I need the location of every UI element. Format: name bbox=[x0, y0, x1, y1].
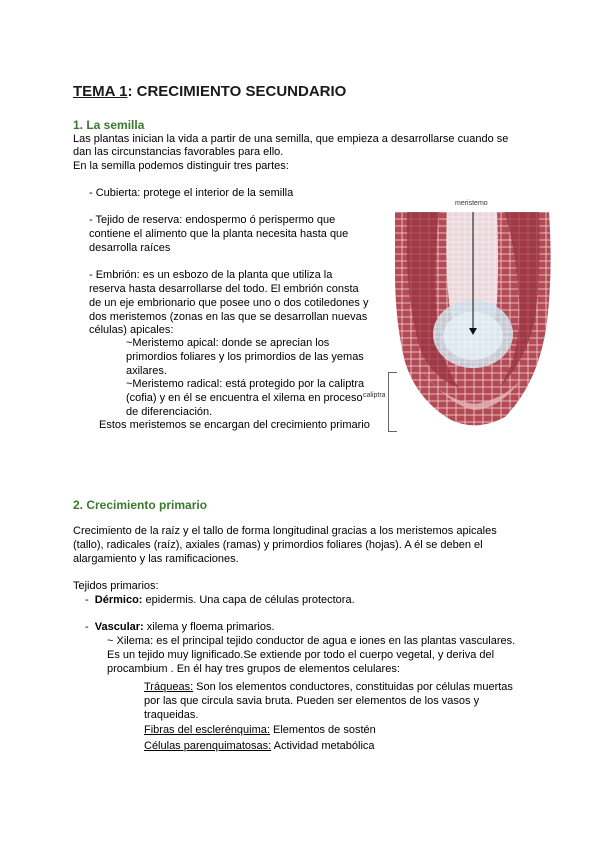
celulas-item bbox=[144, 739, 375, 753]
embrion-line-2: reserva hasta desarrollarse del todo. El embrión consta bbox=[89, 283, 359, 295]
section1-intro-2: dan las circunstancias favorables para ello. bbox=[73, 146, 284, 158]
section2-intro-2: (tallo), radicales (raíz), axiales (ramas) y primordios foliares (hojas). A él se deben el bbox=[73, 539, 483, 551]
vascular-term: Vascular: bbox=[94, 621, 144, 633]
embrion-line-5: células) apicales: bbox=[89, 324, 174, 336]
title-prefix: TEMA 1 bbox=[73, 83, 128, 100]
label-caliptra: caliptra bbox=[363, 392, 386, 399]
title-rest: : CRECIMIENTO SECUNDARIO bbox=[127, 83, 347, 100]
section2-heading: 2. Crecimiento primario bbox=[73, 498, 208, 512]
caliptra-bracket bbox=[388, 372, 397, 432]
traqueas-line-3: traqueidas. bbox=[144, 709, 199, 721]
radical-line-2: (cofia) y en él se encuentra el xilema en proceso bbox=[126, 392, 363, 404]
reserva-line-3: desarrolla raíces bbox=[89, 242, 171, 254]
fibras-item bbox=[144, 723, 376, 737]
label-meristemo: meristemo bbox=[455, 200, 488, 207]
traqueas-term: Tráqueas: bbox=[144, 681, 194, 693]
section1-intro-1: Las plantas inician la vida a partir de una semilla, que empieza a desarrollarse cuando se bbox=[73, 133, 509, 145]
dermico-item: - Dérmico: epidermis. Una capa de células protectora. bbox=[85, 594, 355, 606]
section1-intro-3: En la semilla podemos distinguir tres partes: bbox=[73, 160, 289, 172]
celulas-text: Actividad metabólica bbox=[271, 740, 375, 752]
section1-heading: 1. La semilla bbox=[73, 118, 145, 132]
dermico-text: epidermis. Una capa de células protectora. bbox=[142, 594, 355, 606]
reserva-line-2: contiene el alimento que la planta necesita hasta que bbox=[89, 228, 349, 240]
vascular-item: - Vascular: xilema y floema primarios. bbox=[85, 621, 275, 633]
meristemos-closing: Estos meristemos se encargan del crecimiento primario bbox=[99, 419, 370, 431]
radical-line-1: ~Meristemo radical: está protegido por la caliptra bbox=[126, 378, 365, 390]
tejidos-label: Tejidos primarios: bbox=[73, 580, 159, 592]
page-title bbox=[73, 85, 346, 99]
apical-line-3: axilares. bbox=[126, 365, 167, 377]
reserva-line-1: - Tejido de reserva: endospermo ó perispermo que bbox=[89, 214, 336, 226]
root-tip-micrograph bbox=[393, 212, 560, 430]
embrion-line-3: de un eje embrionario que posee uno o dos cotiledones y bbox=[89, 297, 369, 309]
dermico-term: Dérmico: bbox=[94, 594, 143, 606]
traqueas-text-1: Son los elementos conductores, constituidas por células muertas bbox=[193, 681, 513, 693]
embrion-line-4: dos meristemos (zonas en las que se desarrollan nuevas bbox=[89, 311, 368, 323]
fibras-text: Elementos de sostén bbox=[269, 724, 376, 736]
apical-line-1: ~Meristemo apical: donde se aprecian los bbox=[126, 337, 330, 349]
section2-intro-1: Crecimiento de la raíz y el tallo de forma longitudinal gracias a los meristemos apicales bbox=[73, 525, 497, 537]
apical-line-2: primordios foliares y los primordios de las yemas bbox=[126, 351, 364, 363]
xilema-line-2: Es un tejido muy lignificado.Se extiende por todo el cuerpo vegetal, y deriva del bbox=[107, 649, 495, 661]
celulas-term: Células parenquimatosas: bbox=[144, 740, 272, 752]
xilema-line-3: procambium . En él hay tres grupos de elementos celulares: bbox=[107, 663, 400, 675]
fibras-term: Fibras del esclerénquima: bbox=[144, 724, 270, 736]
cubierta-item: - Cubierta: protege el interior de la semilla bbox=[89, 187, 294, 199]
traqueas-line-2: por las que circula savia bruta. Pueden ser elementos de los vasos y bbox=[144, 695, 480, 707]
xilema-line-1: ~ Xilema: es el principal tejido conductor de agua e iones en las plantas vasculares. bbox=[107, 635, 516, 647]
traqueas-line-1 bbox=[144, 680, 513, 694]
section2-intro-3: alargamiento y las ramificaciones. bbox=[73, 553, 239, 565]
vascular-text: xilema y floema primarios. bbox=[143, 621, 275, 633]
radical-line-3: de diferenciación. bbox=[126, 406, 213, 418]
embrion-line-1: - Embrión: es un esbozo de la planta que utiliza la bbox=[89, 269, 333, 281]
